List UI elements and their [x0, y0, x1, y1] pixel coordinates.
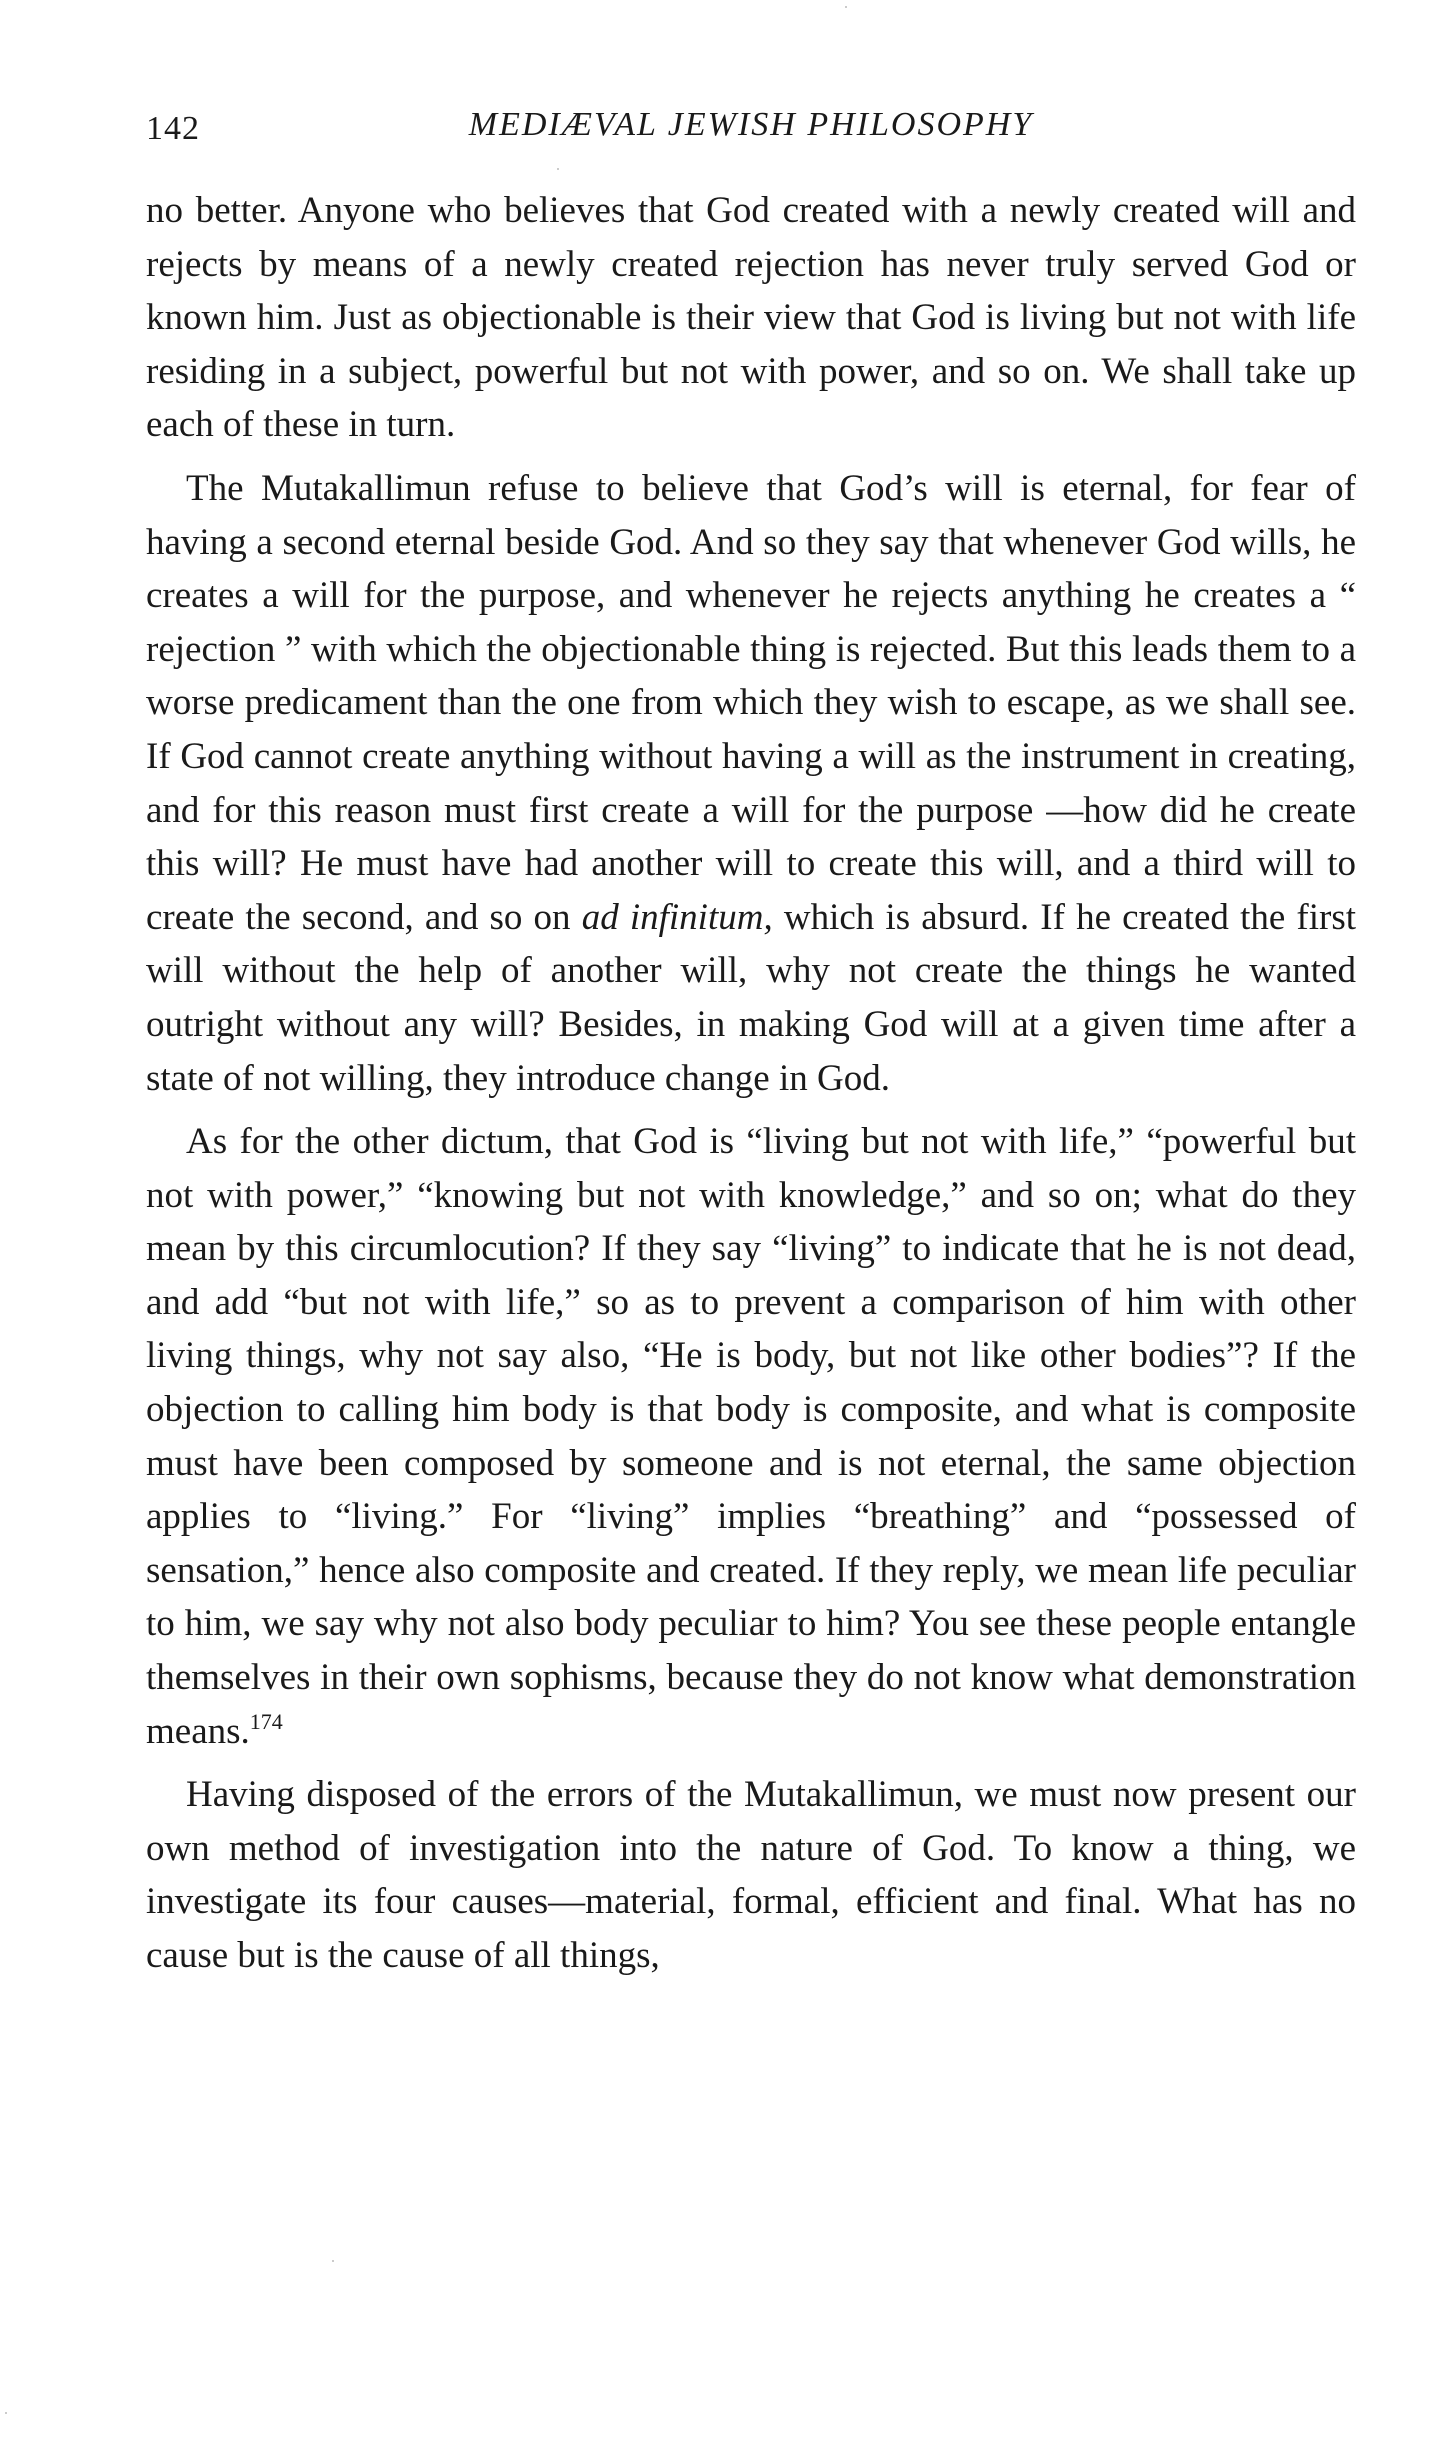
paragraph-1-text: no better. Anyone who believes that God created with a newly created will and rejects by means of a newly created rejection has never truly served God or known him. Just as objectionable is their view that God is living but not with life residing in a subject, powerful but not with power, and so on. We shall take up each of these in turn.	[146, 190, 1356, 446]
body-text	[146, 184, 1356, 1983]
paragraph-4-text: Having disposed of the errors of the Mutakallimun, we must now present our own method of investigation into the nature of God. To know a thing, we investigate its four causes—material, formal, efficient and final. What has no cause but is the cause of all things,	[146, 1774, 1356, 1976]
paragraph-3-text: As for the other dictum, that God is “living but not with life,” “powerful but not with power,” “knowing but not with knowledge,” and so on; what do they mean by this circumlocution? If they say “living” to indicate that he is not dead, and add “but not with life,” so as to prevent a comparison of him with other living things, why not say also, “He is body, but not like other bodies”? If the objection to calling him body is that body is composite, and what is composite must have been composed by someone and is not eternal, the same objection applies to “living.” For “living” implies “breathing” and “possessed of sensation,” hence also composite and created. If they reply, we mean life peculiar to him, we say why not also body peculiar to him? You see these people entangle themselves in their own sophisms, because they do not know what demonstration means.	[146, 1121, 1356, 1752]
paragraph-2	[146, 462, 1356, 1105]
running-head	[146, 96, 1356, 166]
paragraph-2-italic-phrase: ad infinitum,	[581, 896, 773, 938]
page-number: 142	[146, 110, 200, 147]
paragraph-2-text: The Mutakallimun refuse to believe that God’s will is eternal, for fear of having a second eternal beside God. And so they say that whenever God wills, he creates a will for the purpose, and whenever he rejects anything he creates a “ rejection ” with which the objectionable thing is rejected. But this leads them to a worse predicament than the one from which they wish to escape, as we shall see. If God cannot create anything without having a will as the instrument in creating, and for this reason must first create a will for the purpose —how did he create this will? He must have had another will to create this will, and a third will to create the second, and so on	[146, 467, 1356, 938]
paper-speck	[5, 2412, 7, 2414]
footnote-reference: 174	[249, 1708, 283, 1734]
paper-speck	[332, 2260, 334, 2262]
paper-speck	[557, 168, 559, 170]
paragraph-1	[146, 184, 1356, 452]
paragraph-3	[146, 1115, 1356, 1758]
book-page	[146, 96, 1356, 1993]
paper-speck	[845, 6, 847, 8]
paragraph-4	[146, 1768, 1356, 1982]
running-title: MEDIÆVAL JEWISH PHILOSOPHY	[468, 106, 1034, 143]
paragraph-2-text-continued: which is absurd. If he created the first will without the help of another will, why not create the things he wanted outright without any will? Besides, in making God will at a given time after a state of not willing, they introduce change in God.	[146, 896, 1357, 1099]
